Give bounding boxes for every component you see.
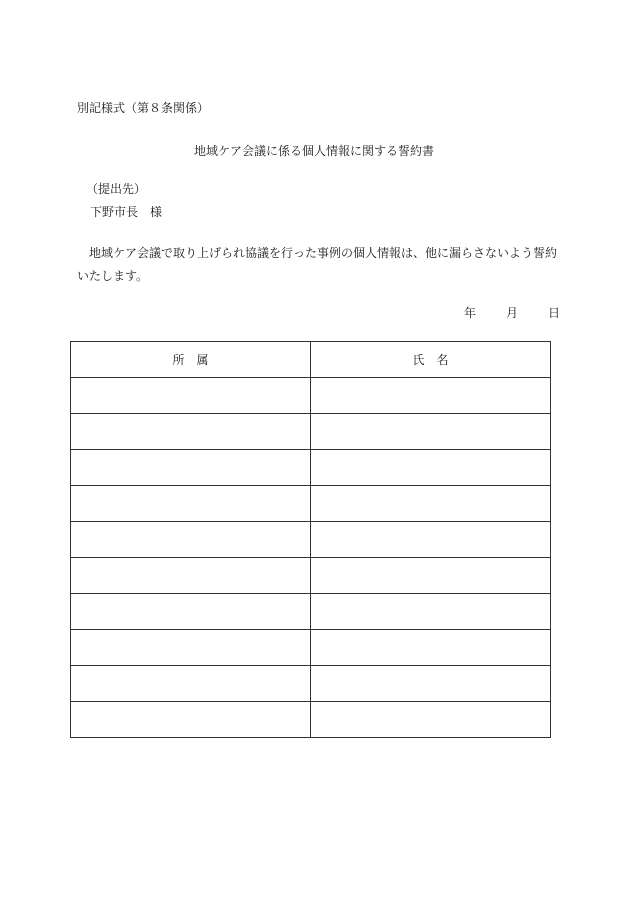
name-header: 氏 名	[311, 342, 551, 378]
day-label: 日	[547, 306, 560, 320]
table-row	[71, 702, 551, 738]
name-cell[interactable]	[311, 486, 551, 522]
table-row	[71, 522, 551, 558]
table-row	[71, 630, 551, 666]
month-label: 月	[505, 306, 518, 320]
table-row	[71, 378, 551, 414]
name-cell[interactable]	[311, 630, 551, 666]
table-row	[71, 414, 551, 450]
name-cell[interactable]	[311, 378, 551, 414]
form-reference: 別記様式（第８条関係）	[77, 101, 210, 115]
name-cell[interactable]	[311, 522, 551, 558]
affiliation-cell[interactable]	[71, 378, 311, 414]
affiliation-cell[interactable]	[71, 594, 311, 630]
pledge-body: 地域ケア会議で取り上げられ協議を行った事例の個人情報は、他に漏らさないよう誓約いたします。	[77, 246, 558, 283]
table-row	[71, 450, 551, 486]
name-cell[interactable]	[311, 558, 551, 594]
table-row	[71, 486, 551, 522]
affiliation-cell[interactable]	[71, 450, 311, 486]
name-cell[interactable]	[311, 450, 551, 486]
name-cell[interactable]	[311, 414, 551, 450]
table-row	[71, 558, 551, 594]
affiliation-cell[interactable]	[71, 486, 311, 522]
affiliation-cell[interactable]	[71, 522, 311, 558]
signature-table	[70, 341, 551, 738]
year-label: 年	[463, 306, 476, 320]
document-title: 地域ケア会議に係る個人情報に関する誓約書	[194, 144, 435, 158]
submit-to-label: （提出先）	[86, 182, 147, 196]
recipient: 下野市長 様	[90, 205, 163, 219]
table-header-row	[71, 342, 551, 378]
date-line	[430, 304, 560, 321]
affiliation-cell[interactable]	[71, 666, 311, 702]
affiliation-cell[interactable]	[71, 702, 311, 738]
affiliation-cell[interactable]	[71, 414, 311, 450]
table-row	[71, 594, 551, 630]
affiliation-cell[interactable]	[71, 558, 311, 594]
name-cell[interactable]	[311, 594, 551, 630]
table-row	[71, 666, 551, 702]
name-cell[interactable]	[311, 666, 551, 702]
affiliation-header: 所 属	[71, 342, 311, 378]
name-cell[interactable]	[311, 702, 551, 738]
affiliation-cell[interactable]	[71, 630, 311, 666]
